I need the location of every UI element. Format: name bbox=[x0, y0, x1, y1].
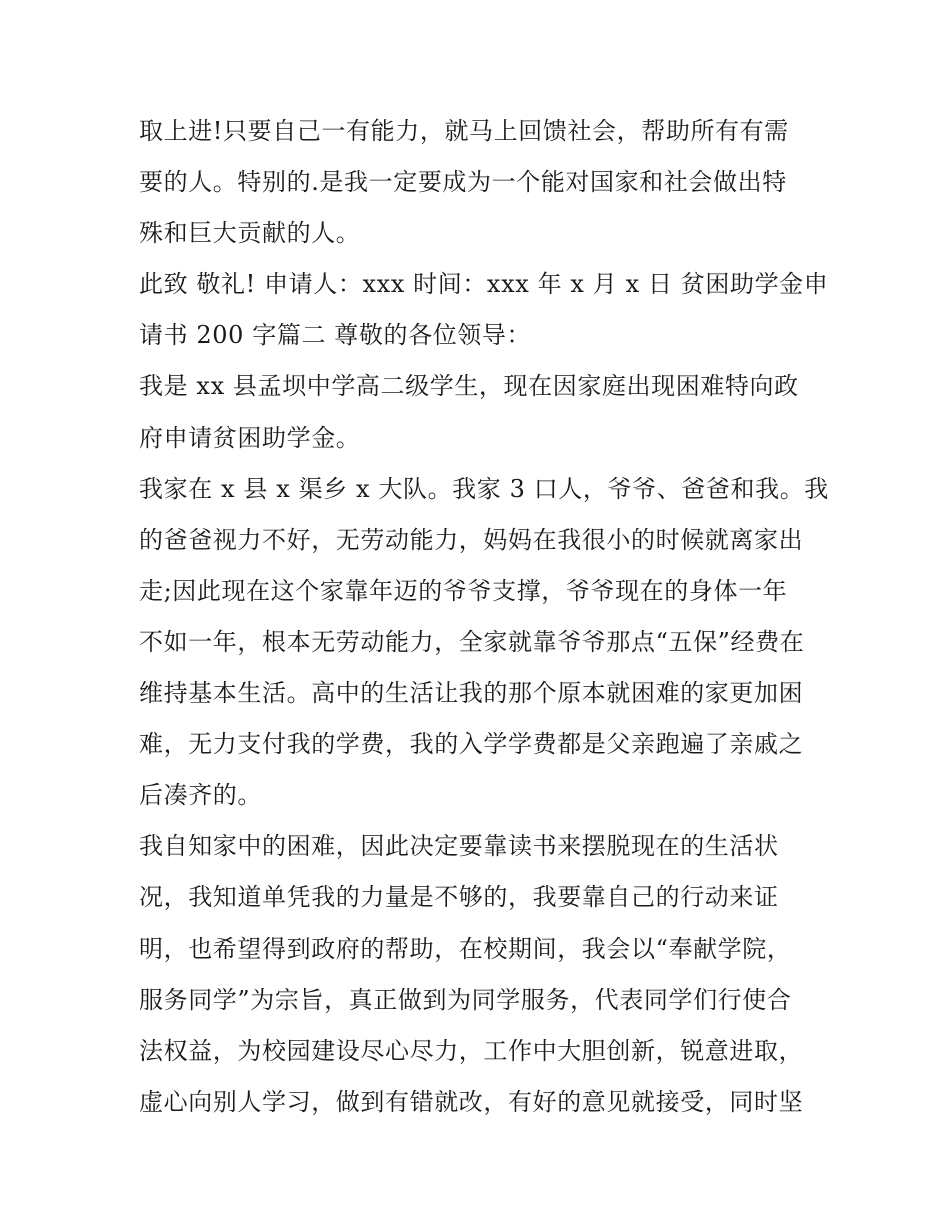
text-line: 维持基本生活。高中的生活让我的那个原本就困难的家更加困 bbox=[139, 679, 804, 708]
document-body bbox=[139, 106, 829, 1128]
text-line: 虚心向别人学习，做到有错就改，有好的意见就接受，同时坚 bbox=[139, 1087, 804, 1116]
text-line: 此致 敬礼! 申请人：xxx 时间：xxx 年 x 月 x 日 贫困助学金申 bbox=[139, 270, 829, 299]
text-line: 我是 xx 县孟坝中学高二级学生，现在因家庭出现困难特向政 bbox=[139, 372, 799, 401]
text-line: 殊和巨大贡献的人。 bbox=[139, 219, 361, 248]
text-line: 府申请贫困助学金。 bbox=[139, 423, 361, 452]
text-line: 要的人。特别的.是我一定要成为一个能对国家和社会做出特 bbox=[139, 168, 787, 197]
text-line: 我家在 x 县 x 渠乡 x 大队。我家 3 口人，爷爷、爸爸和我。我 bbox=[139, 474, 829, 503]
text-line: 的爸爸视力不好，无劳动能力，妈妈在我很小的时候就离家出 bbox=[139, 525, 804, 554]
text-line: 后凑齐的。 bbox=[139, 781, 262, 810]
text-line: 服务同学”为宗旨，真正做到为同学服务，代表同学们行使合 bbox=[139, 985, 792, 1014]
text-line: 难，无力支付我的学费，我的入学学费都是父亲跑遍了亲戚之 bbox=[139, 730, 804, 759]
text-line: 况，我知道单凭我的力量是不够的，我要靠自己的行动来证 bbox=[139, 883, 779, 912]
text-line: 请书 200 字篇二 尊敬的各位领导： bbox=[139, 321, 532, 350]
text-line: 法权益，为校园建设尽心尽力，工作中大胆创新，锐意进取， bbox=[139, 1036, 804, 1065]
text-line: 明，也希望得到政府的帮助，在校期间，我会以“奉献学院， bbox=[139, 934, 792, 963]
text-line: 走;因此现在这个家靠年迈的爷爷支撑，爷爷现在的身体一年 bbox=[139, 576, 788, 605]
text-line: 取上进!只要自己一有能力，就马上回馈社会，帮助所有有需 bbox=[139, 117, 789, 145]
text-line: 我自知家中的困难，因此决定要靠读书来摆脱现在的生活状 bbox=[139, 832, 779, 861]
text-line: 不如一年，根本无劳动能力，全家就靠爷爷那点“五保”经费在 bbox=[139, 627, 805, 656]
